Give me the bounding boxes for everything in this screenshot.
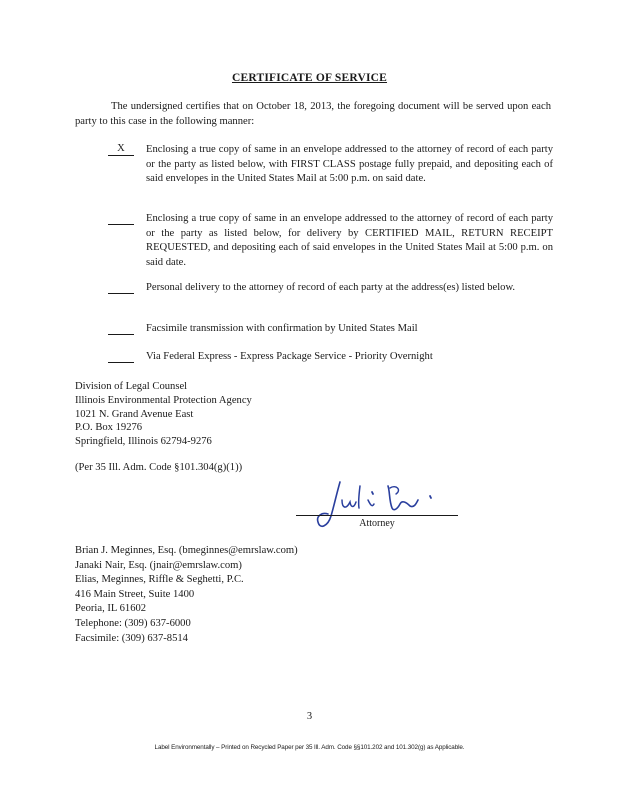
counsel-line: 416 Main Street, Suite 1400 (75, 588, 195, 600)
option-checkmark (108, 350, 134, 363)
page-number: 3 (306, 711, 313, 722)
service-option-personal-delivery (108, 281, 553, 296)
option-checkmark (108, 322, 134, 335)
counsel-line: Facsimile: (309) 637-8514 (75, 632, 188, 644)
service-option-federal-express (108, 350, 553, 365)
recipient-line: Springfield, Illinois 62794-9276 (75, 436, 212, 448)
counsel-line: Elias, Meginnes, Riffle & Seghetti, P.C. (75, 574, 244, 586)
service-option-first-class-mail (108, 143, 553, 187)
option-checkmark: X (108, 143, 134, 156)
recipient-line: Illinois Environmental Protection Agency (75, 394, 252, 406)
option-text: Enclosing a true copy of same in an envelope addressed to the attorney of record of each party or the party as listed below, with FIRST CLASS postage fully prepaid, and depositing each of said envelopes in the United States Mail at 5:00 p.m. on said date. (146, 144, 553, 184)
option-text: Enclosing a true copy of same in an envelope addressed to the attorney of record of each party or the party as listed below, for delivery by CERTIFIED MAIL, RETURN RECEIPT REQUESTED, and depositing each of said envelopes in the United States Mail at 5:00 p.m. on said date. (146, 213, 553, 268)
counsel-line: Telephone: (309) 637-6000 (75, 617, 191, 629)
recipient-line: 1021 N. Grand Avenue East (75, 408, 194, 420)
recipient-line: P.O. Box 19276 (75, 422, 143, 434)
option-checkmark (108, 212, 134, 225)
signature-label: Attorney (359, 518, 395, 529)
service-option-facsimile (108, 322, 553, 337)
document-title: CERTIFICATE OF SERVICE (231, 72, 388, 84)
recipient-line: Division of Legal Counsel (75, 381, 188, 392)
handwritten-signature (306, 478, 456, 538)
counsel-contact-block (75, 544, 298, 646)
signature-line (296, 515, 458, 516)
counsel-line: Janaki Nair, Esq. (jnair@emrslaw.com) (75, 559, 242, 571)
option-checkmark (108, 281, 134, 294)
option-text: Facsimile transmission with confirmation by United States Mail (146, 323, 418, 334)
option-text: Personal delivery to the attorney of record of each party at the address(es) listed below. (146, 282, 516, 293)
signature-block (296, 478, 458, 538)
recipient-address-block (75, 380, 252, 449)
code-citation: (Per 35 Ill. Adm. Code §101.304(g)(1)) (75, 462, 243, 473)
counsel-line: Peoria, IL 61602 (75, 603, 147, 615)
counsel-line: Brian J. Meginnes, Esq. (bmeginnes@emrslaw.com) (75, 545, 298, 556)
service-option-certified-mail (108, 212, 553, 270)
certification-statement: The undersigned certifies that on October 18, 2013, the foregoing document will be served upon each party to this case in the following manner: (75, 101, 551, 127)
option-text: Via Federal Express - Express Package Service - Priority Overnight (146, 351, 433, 362)
page-footer: Label Environmentally – Printed on Recycled Paper per 35 Ill. Adm. Code §§101.202 and 101.302(g) as Applicable. (154, 744, 465, 751)
